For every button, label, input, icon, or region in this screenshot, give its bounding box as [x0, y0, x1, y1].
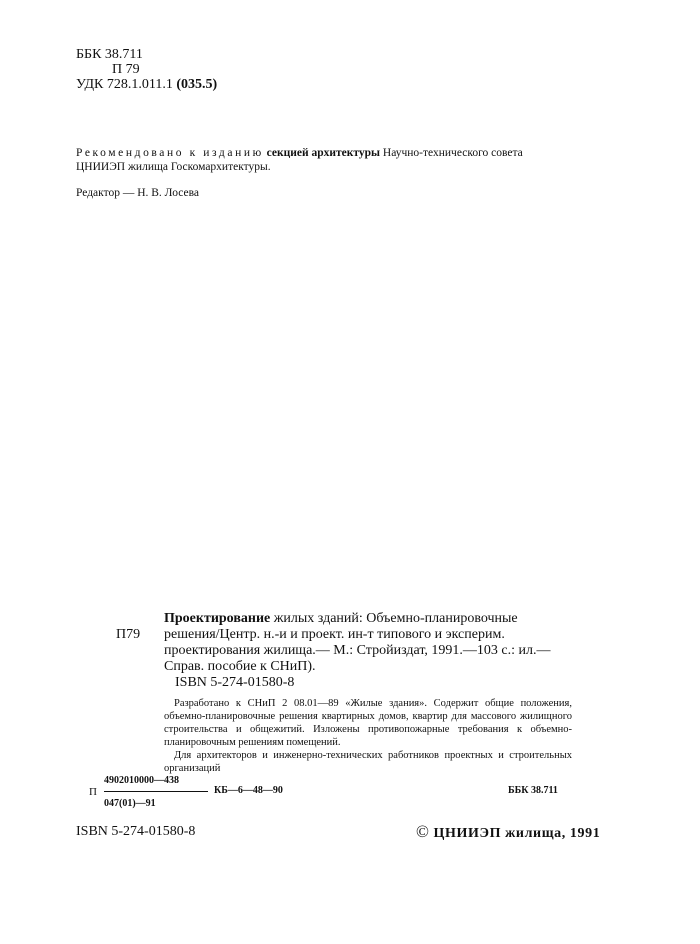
abstract-paragraph-1: Разработано к СНиП 2 08.01—89 «Жилые здания». Содержит общие положения, объемно-планировочные решения квартирных домов, квартир для массового жилищного строительства и общежитий. Изложены противопожарные требования к объемно-планировочным решениям помещений.: [164, 698, 572, 748]
abstract: [164, 697, 572, 775]
card-isbn: ISBN 5-274-01580-8: [175, 675, 295, 690]
card-title-bold: Проектирование: [164, 611, 271, 626]
card-line-4: Справ. пособие к СНиП).: [164, 659, 316, 674]
code-bbk: ББК 38.711: [508, 785, 558, 796]
recommendation-part2: секцией архитектуры: [266, 147, 381, 159]
card-line-2: решения/Центр. н.-и и проект. ин-т типового и эксперим.: [164, 627, 505, 642]
udk-extra: (035.5): [176, 77, 218, 92]
fraction-rule: [104, 791, 208, 792]
card-line-3: проектирования жилища.— М.: Стройиздат, 1991.—103 с.: ил.—: [164, 643, 551, 658]
code-numerator: 4902010000—438: [104, 775, 179, 786]
udk-code: 728.1.011.1: [106, 77, 173, 92]
recommendation-part1: Рекомендовано к изданию: [76, 147, 264, 159]
editor-credit: Редактор — Н. В. Лосева: [76, 187, 199, 199]
code-denominator: 047(01)—91: [104, 798, 156, 809]
copyright-icon: ©: [416, 822, 430, 841]
copyright: [416, 822, 600, 842]
code-kb: КБ—6—48—90: [214, 785, 283, 796]
recommendation-text: [76, 146, 576, 174]
recommendation-part4: ЦНИИЭП жилища Госкомархитектуры.: [76, 161, 271, 173]
card-title-rest: жилых зданий: Объемно-планировочные: [270, 611, 518, 626]
author-mark: П 79: [112, 62, 140, 77]
abstract-paragraph-2: Для архитекторов и инженерно-технических работников проектных и строительных организаций: [164, 750, 572, 774]
recommendation-part3: Научно-технического совета: [382, 147, 523, 159]
card-author-mark: П79: [116, 627, 141, 642]
bbk-index: ББК 38.711: [76, 47, 143, 62]
code-prefix: П: [89, 786, 97, 798]
udk-line: [76, 77, 217, 92]
footer-isbn: ISBN 5-274-01580-8: [76, 824, 196, 839]
udk-prefix: УДК: [76, 77, 104, 92]
card-title-line: [164, 611, 518, 626]
copyright-text: ЦНИИЭП жилища, 1991: [433, 826, 601, 841]
